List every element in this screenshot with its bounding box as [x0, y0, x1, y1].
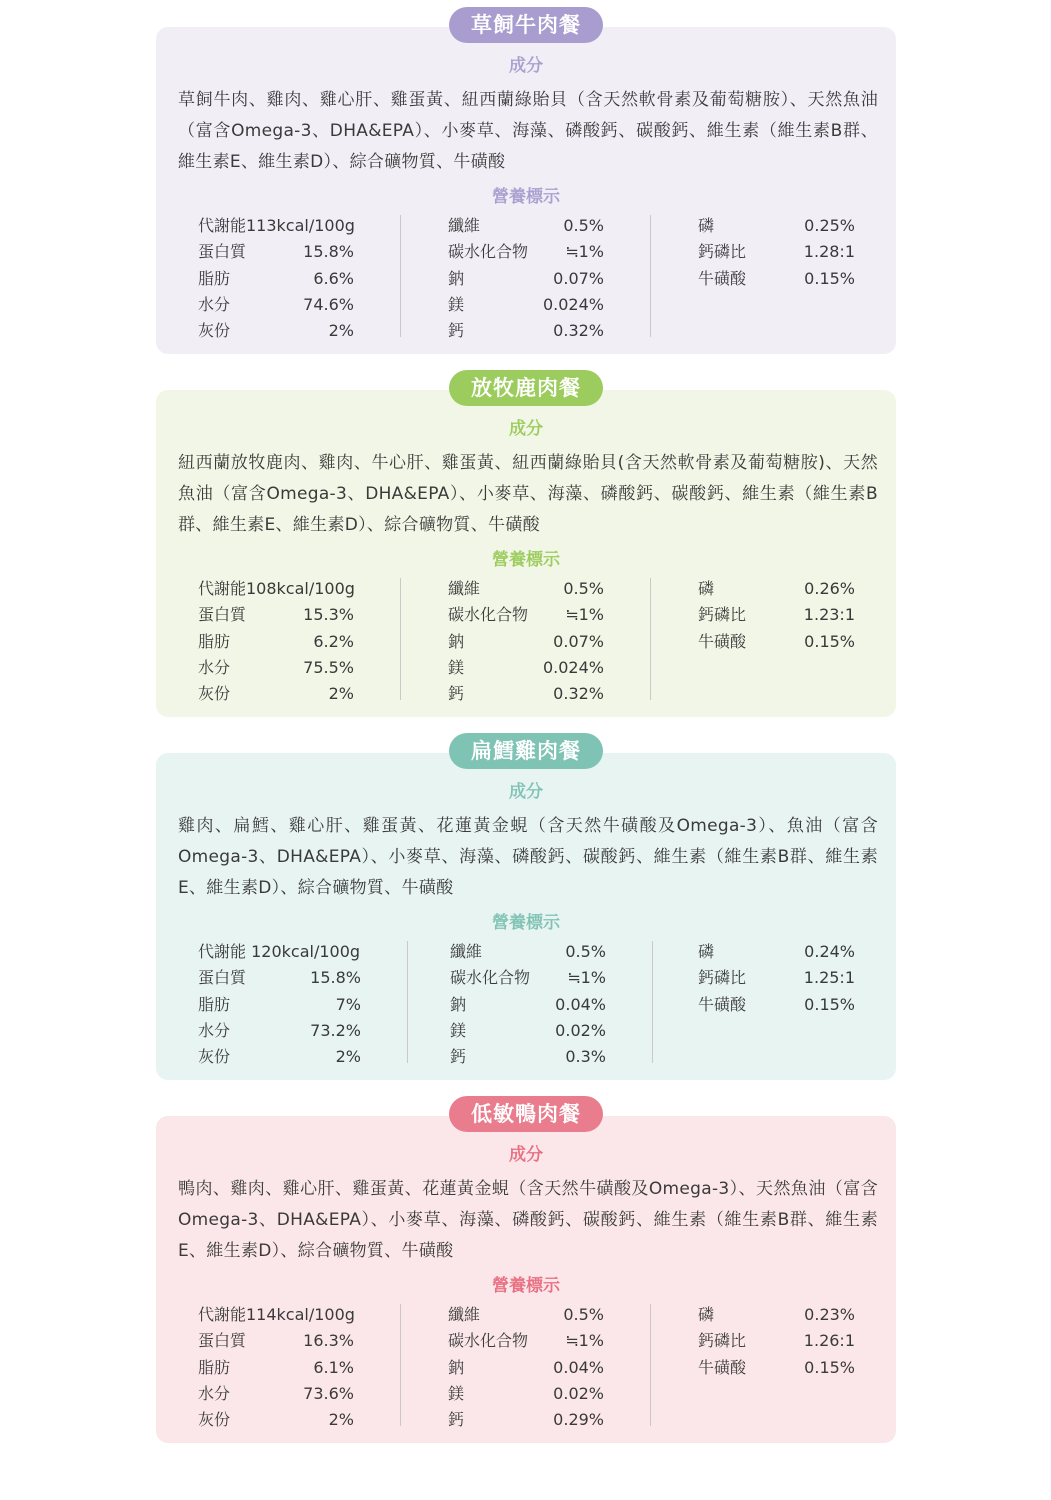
nutrient-label: 灰份	[198, 1047, 231, 1067]
nutrient-value: 2%	[328, 684, 354, 704]
nutrient-label: 鈣	[448, 321, 465, 341]
nutrition-row	[448, 1328, 604, 1354]
column-divider	[650, 578, 651, 700]
nutrient-value: 0.15%	[804, 994, 855, 1014]
nutrition-column-1	[198, 939, 361, 1070]
nutrient-value: 6.1%	[313, 1357, 354, 1377]
nutrition-row	[448, 318, 604, 344]
nutrition-row	[198, 1407, 354, 1433]
nutrient-label: 代謝能113kcal/100g	[198, 216, 355, 235]
nutrition-row	[198, 992, 361, 1018]
nutrient-label: 鈣	[448, 684, 465, 704]
nutrient-label: 鈣	[448, 1410, 465, 1430]
nutrient-value: 15.3%	[303, 605, 354, 625]
column-divider	[400, 578, 401, 700]
nutrient-value: 1.23:1	[803, 605, 855, 625]
nutrient-label: 鈣磷比	[698, 605, 747, 625]
nutrition-row	[448, 292, 604, 318]
nutrition-row	[198, 1381, 354, 1407]
nutrition-column-2	[448, 1302, 604, 1433]
nutrition-row	[698, 939, 855, 965]
nutrient-label: 代謝能114kcal/100g	[198, 1305, 355, 1324]
nutrient-label: 鈉	[448, 631, 465, 651]
nutrient-label: 纖維	[450, 942, 483, 961]
nutrition-row	[198, 266, 354, 292]
nutrient-label: 纖維	[448, 216, 481, 235]
nutrition-row	[198, 213, 354, 239]
nutrition-row	[448, 1407, 604, 1433]
nutrient-value: 75.5%	[303, 657, 354, 677]
nutrient-value: 74.6%	[303, 294, 354, 314]
nutrition-row	[448, 655, 604, 681]
nutrient-label: 磷	[698, 216, 715, 235]
nutrition-row	[450, 965, 606, 991]
nutrient-label: 蛋白質	[198, 605, 247, 625]
ingredients-text: 草飼牛肉、雞肉、雞心肝、雞蛋黃、紐西蘭綠貽貝（含天然軟骨素及葡萄糖胺）、天然魚油（富含Omega-3、DHA&EPA）、小麥草、海藻、磷酸鈣、碳酸鈣、維生素（維生素B群、維生素E、維生素D）、綜合礦物質、牛磺酸	[178, 90, 878, 172]
nutrition-row	[450, 939, 606, 965]
nutrition-column-3	[698, 1302, 855, 1381]
product-section-beef	[156, 7, 896, 357]
nutrient-value: 2%	[328, 1410, 354, 1430]
nutrition-row	[450, 992, 606, 1018]
nutrient-value: 2%	[328, 321, 354, 341]
nutrition-column-1	[198, 213, 354, 344]
product-section-duck	[156, 1096, 896, 1446]
ingredients-heading: 成分	[509, 419, 543, 439]
nutrition-row	[198, 655, 354, 681]
column-divider	[400, 1304, 401, 1426]
ingredients-heading: 成分	[509, 782, 543, 802]
nutrition-row	[448, 681, 604, 707]
nutrient-value: 0.29%	[553, 1410, 604, 1430]
nutrition-row	[448, 239, 604, 265]
nutrition-row	[448, 1381, 604, 1407]
nutrient-label: 水分	[198, 1383, 231, 1403]
nutrition-table	[156, 939, 896, 1069]
nutrition-row	[448, 1302, 604, 1328]
nutrition-heading: 營養標示	[492, 550, 560, 570]
nutrient-label: 鈉	[450, 994, 467, 1014]
nutrient-label: 牛磺酸	[698, 994, 747, 1014]
nutrient-value: 0.5%	[563, 216, 604, 235]
nutrient-label: 碳水化合物	[448, 605, 529, 625]
nutrient-label: 鎂	[448, 657, 465, 677]
nutrient-label: 磷	[698, 1305, 715, 1324]
nutrient-value: 0.25%	[804, 216, 855, 235]
nutrition-table	[156, 213, 896, 343]
nutrition-row	[198, 292, 354, 318]
nutrition-column-2	[450, 939, 606, 1070]
nutrient-label: 鎂	[450, 1020, 467, 1040]
nutrient-value: ≒1%	[567, 968, 606, 988]
nutrition-table	[156, 1302, 896, 1432]
nutrition-column-1	[198, 1302, 354, 1433]
nutrient-label: 磷	[698, 579, 715, 598]
nutrient-value: 0.3%	[565, 1047, 606, 1067]
nutrition-row	[698, 576, 855, 602]
nutrition-row	[198, 1302, 354, 1328]
nutrient-label: 纖維	[448, 579, 481, 598]
nutrition-row	[698, 1328, 855, 1354]
nutrient-value: 6.6%	[313, 268, 354, 288]
nutrient-label: 鈣	[450, 1047, 467, 1067]
nutrient-label: 蛋白質	[198, 1331, 247, 1351]
nutrient-label: 灰份	[198, 321, 231, 341]
column-divider	[400, 215, 401, 337]
nutrition-row	[198, 576, 354, 602]
nutrient-value: ≒1%	[565, 605, 604, 625]
nutrition-column-2	[448, 213, 604, 344]
nutrient-label: 水分	[198, 1020, 231, 1040]
nutrient-value: 7%	[335, 994, 361, 1014]
nutrition-row	[198, 318, 354, 344]
nutrition-row	[450, 1044, 606, 1070]
nutrient-label: 鈉	[448, 268, 465, 288]
nutrient-label: 脂肪	[198, 1357, 231, 1377]
nutrient-value: 0.32%	[553, 321, 604, 341]
nutrition-row	[698, 1355, 855, 1381]
nutrient-label: 碳水化合物	[448, 1331, 529, 1351]
nutrient-value: 0.04%	[555, 994, 606, 1014]
nutrient-value: ≒1%	[565, 1331, 604, 1351]
nutrient-value: 6.2%	[313, 631, 354, 651]
nutrient-label: 鈣磷比	[698, 242, 747, 262]
column-divider	[650, 215, 651, 337]
nutrition-row	[198, 1044, 361, 1070]
nutrient-value: 15.8%	[303, 242, 354, 262]
nutrition-row	[448, 1355, 604, 1381]
nutrition-row	[198, 681, 354, 707]
nutrient-label: 鈣磷比	[698, 968, 747, 988]
nutrition-row	[198, 602, 354, 628]
nutrient-value: 0.07%	[553, 631, 604, 651]
nutrient-label: 碳水化合物	[450, 968, 531, 988]
product-section-venison	[156, 370, 896, 720]
nutrient-value: 0.024%	[542, 657, 604, 677]
product-section-cod-chicken	[156, 733, 896, 1083]
column-divider	[652, 941, 653, 1063]
nutrient-label: 碳水化合物	[448, 242, 529, 262]
ingredients-text: 鴨肉、雞肉、雞心肝、雞蛋黃、花蓮黃金蜆（含天然牛磺酸及Omega-3）、天然魚油（富含Omega-3、DHA&EPA）、小麥草、海藻、磷酸鈣、碳酸鈣、維生素（維生素B群、維生素E、維生素D）、綜合礦物質、牛磺酸	[178, 1179, 878, 1261]
nutrition-row	[698, 1302, 855, 1328]
nutrient-value: 0.32%	[553, 684, 604, 704]
nutrient-value: 0.24%	[804, 942, 855, 961]
column-divider	[650, 1304, 651, 1426]
nutrition-column-3	[698, 213, 855, 292]
nutrition-heading: 營養標示	[492, 913, 560, 933]
nutrition-row	[450, 1018, 606, 1044]
nutrition-heading: 營養標示	[492, 1276, 560, 1296]
nutrient-label: 水分	[198, 294, 231, 314]
nutrition-row	[698, 965, 855, 991]
nutrient-label: 鈣磷比	[698, 1331, 747, 1351]
nutrition-column-3	[698, 576, 855, 655]
nutrient-value: 1.28:1	[803, 242, 855, 262]
nutrient-label: 鈉	[448, 1357, 465, 1377]
nutrient-value: 0.26%	[804, 579, 855, 598]
nutrient-value: 0.5%	[563, 1305, 604, 1324]
nutrition-row	[698, 629, 855, 655]
nutrient-value: 15.8%	[310, 968, 361, 988]
nutrient-value: 0.5%	[565, 942, 606, 961]
nutrient-value: 1.25:1	[803, 968, 855, 988]
nutrition-row	[198, 965, 361, 991]
nutrient-label: 脂肪	[198, 994, 231, 1014]
nutrient-label: 灰份	[198, 684, 231, 704]
ingredients-text: 紐西蘭放牧鹿肉、雞肉、牛心肝、雞蛋黃、紐西蘭綠貽貝(含天然軟骨素及葡萄糖胺)、天然魚油（富含Omega-3、DHA&EPA）、小麥草、海藻、磷酸鈣、碳酸鈣、維生素（維生素B群、維生素E、維生素D）、綜合礦物質、牛磺酸	[178, 453, 878, 535]
nutrient-label: 磷	[698, 942, 715, 961]
nutrient-value: 0.15%	[804, 631, 855, 651]
nutrient-value: 0.024%	[542, 294, 604, 314]
nutrient-label: 灰份	[198, 1410, 231, 1430]
nutrition-row	[448, 213, 604, 239]
nutrition-row	[698, 266, 855, 292]
nutrient-value: 0.5%	[563, 579, 604, 598]
nutrition-row	[198, 1018, 361, 1044]
nutrient-value: 16.3%	[303, 1331, 354, 1351]
nutrition-column-2	[448, 576, 604, 707]
nutrition-row	[448, 576, 604, 602]
nutrition-row	[698, 602, 855, 628]
nutrition-row	[198, 629, 354, 655]
nutrient-value: 0.07%	[553, 268, 604, 288]
nutrition-row	[198, 1355, 354, 1381]
nutrient-value: 0.23%	[804, 1305, 855, 1324]
ingredients-heading: 成分	[509, 56, 543, 76]
nutrition-heading: 營養標示	[492, 187, 560, 207]
nutrient-label: 鎂	[448, 1383, 465, 1403]
nutrient-value: 73.2%	[310, 1020, 361, 1040]
nutrient-label: 牛磺酸	[698, 1357, 747, 1377]
nutrient-label: 蛋白質	[198, 242, 247, 262]
nutrition-row	[198, 1328, 354, 1354]
nutrition-row	[698, 239, 855, 265]
nutrition-row	[198, 939, 361, 965]
nutrient-label: 纖維	[448, 1305, 481, 1324]
nutrition-row	[698, 213, 855, 239]
product-title-badge: 扁鱈雞肉餐	[449, 733, 603, 769]
nutrient-label: 鎂	[448, 294, 465, 314]
ingredients-heading: 成分	[509, 1145, 543, 1165]
nutrient-label: 牛磺酸	[698, 631, 747, 651]
nutrient-label: 脂肪	[198, 631, 231, 651]
nutrient-value: 0.02%	[553, 1383, 604, 1403]
nutrient-label: 牛磺酸	[698, 268, 747, 288]
nutrition-row	[198, 239, 354, 265]
product-title-badge: 草飼牛肉餐	[449, 7, 603, 43]
nutrient-value: 2%	[335, 1047, 361, 1067]
nutrient-label: 代謝能 120kcal/100g	[198, 942, 361, 961]
nutrient-value: 0.15%	[804, 268, 855, 288]
nutrient-label: 蛋白質	[198, 968, 247, 988]
nutrient-label: 水分	[198, 657, 231, 677]
nutrient-label: 代謝能108kcal/100g	[198, 579, 355, 598]
product-title-badge: 低敏鴨肉餐	[449, 1096, 603, 1132]
product-title-badge: 放牧鹿肉餐	[449, 370, 603, 406]
ingredients-text: 雞肉、扁鱈、雞心肝、雞蛋黃、花蓮黃金蜆（含天然牛磺酸及Omega-3）、魚油（富含Omega-3、DHA&EPA）、小麥草、海藻、磷酸鈣、碳酸鈣、維生素（維生素B群、維生素E、維生素D）、綜合礦物質、牛磺酸	[178, 816, 878, 898]
nutrition-column-3	[698, 939, 855, 1018]
nutrition-table	[156, 576, 896, 706]
nutrient-label: 脂肪	[198, 268, 231, 288]
column-divider	[407, 941, 408, 1063]
nutrient-value: 0.15%	[804, 1357, 855, 1377]
nutrition-column-1	[198, 576, 354, 707]
nutrient-value: 73.6%	[303, 1383, 354, 1403]
nutrition-row	[698, 992, 855, 1018]
nutrient-value: ≒1%	[565, 242, 604, 262]
nutrient-value: 0.04%	[553, 1357, 604, 1377]
nutrient-value: 0.02%	[555, 1020, 606, 1040]
nutrition-row	[448, 602, 604, 628]
nutrition-row	[448, 266, 604, 292]
nutrient-value: 1.26:1	[803, 1331, 855, 1351]
nutrition-row	[448, 629, 604, 655]
